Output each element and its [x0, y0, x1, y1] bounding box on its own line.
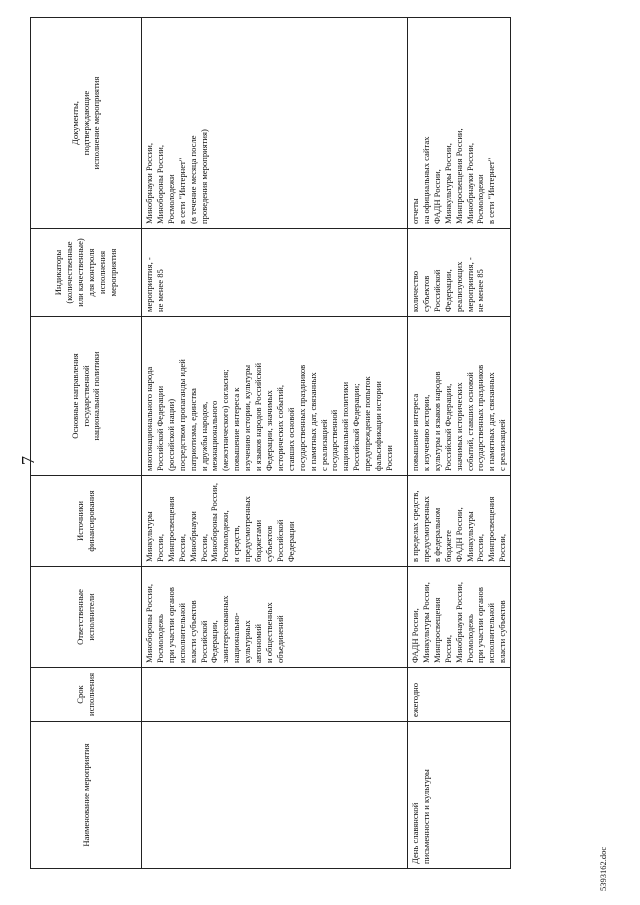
cell-responsible: ФАДН России, Минкультуры России, Минпросвещения России, Минобрнауки России, Росмолодежь при участии органов исполнительной власти субъектов [408, 567, 511, 668]
cell-policy-directions: повышение интереса к изучению истории, культуры и языков народов Российской Федерации, значимых исторических событий, ставших основой государственных праздников и памятных дат, связанных с реализацией [408, 317, 511, 476]
cell-event-name: День славянской письменности и культуры [408, 722, 511, 869]
cell-responsible: Минобороны России, Росмолодежь при участии органов исполнительной власти субъектов Российской Федерации, заинтересованных национально- культурных автономий и общественных объединений [142, 567, 408, 668]
header-indicators: Индикаторы (количественные или качественные) для контроля исполнения мероприятия [31, 229, 142, 317]
header-funding: Источники финансирования [31, 476, 142, 567]
table-row [142, 18, 408, 869]
cell-indicators: количество субъектов Российской Федерации, реализующих мероприятия, - не менее 85 [408, 229, 511, 317]
cell-deadline [142, 668, 408, 722]
table-row [408, 18, 511, 869]
header-responsible: Ответственные исполнители [31, 567, 142, 668]
cell-deadline: ежегодно [408, 668, 511, 722]
cell-documents: отчеты на официальных сайтах ФАДН России, Минкультуры России, Минпросвещения России, Минобрнауки России, Росмолодежи в сети "Интернет" [408, 18, 511, 229]
header-documents: Документы, подтверждающие исполнение мероприятия [31, 18, 142, 229]
cell-funding: Минкультуры России, Минпросвещения России, Минобрнауки России, Минобороны России, Росмолодежи, и средств, предусмотренных бюджетами субъектов Российской Федерации [142, 476, 408, 567]
cell-event-name [142, 722, 408, 869]
header-event-name: Наименование мероприятия [31, 722, 142, 869]
page-number: 7 [18, 456, 38, 465]
events-table [30, 17, 511, 869]
document-reference: 5393162.doc [598, 846, 608, 891]
cell-documents: Минобрнауки России, Минобороны России, Росмолодежи в сети "Интернет" (в течение месяца после проведения мероприятия) [142, 18, 408, 229]
cell-indicators: мероприятия, - не менее 85 [142, 229, 408, 317]
header-deadline: Срок исполнения [31, 668, 142, 722]
cell-policy-directions: многонационального народа Российской Федерации (российской нации) посредством пропаганды идей патриотизма, единства и дружбы народов, межнационального (межэтнического) согласия; повышение интереса к изучению истории, культуры и языков народов Российской Федерации, значимых исторических событий, ставших основой государственных праздников и памятных дат, связанных с реализацией государственной национальной политики Российской Федерации; предупреждение попыток фальсификации истории России [142, 317, 408, 476]
header-policy-directions: Основные направления государственной национальной политики [31, 317, 142, 476]
table-header-row [31, 18, 142, 869]
cell-funding: в пределах средств, предусмотренных в федеральном бюджете ФАДН России, Минкультуры России, Минпросвещения России, [408, 476, 511, 567]
